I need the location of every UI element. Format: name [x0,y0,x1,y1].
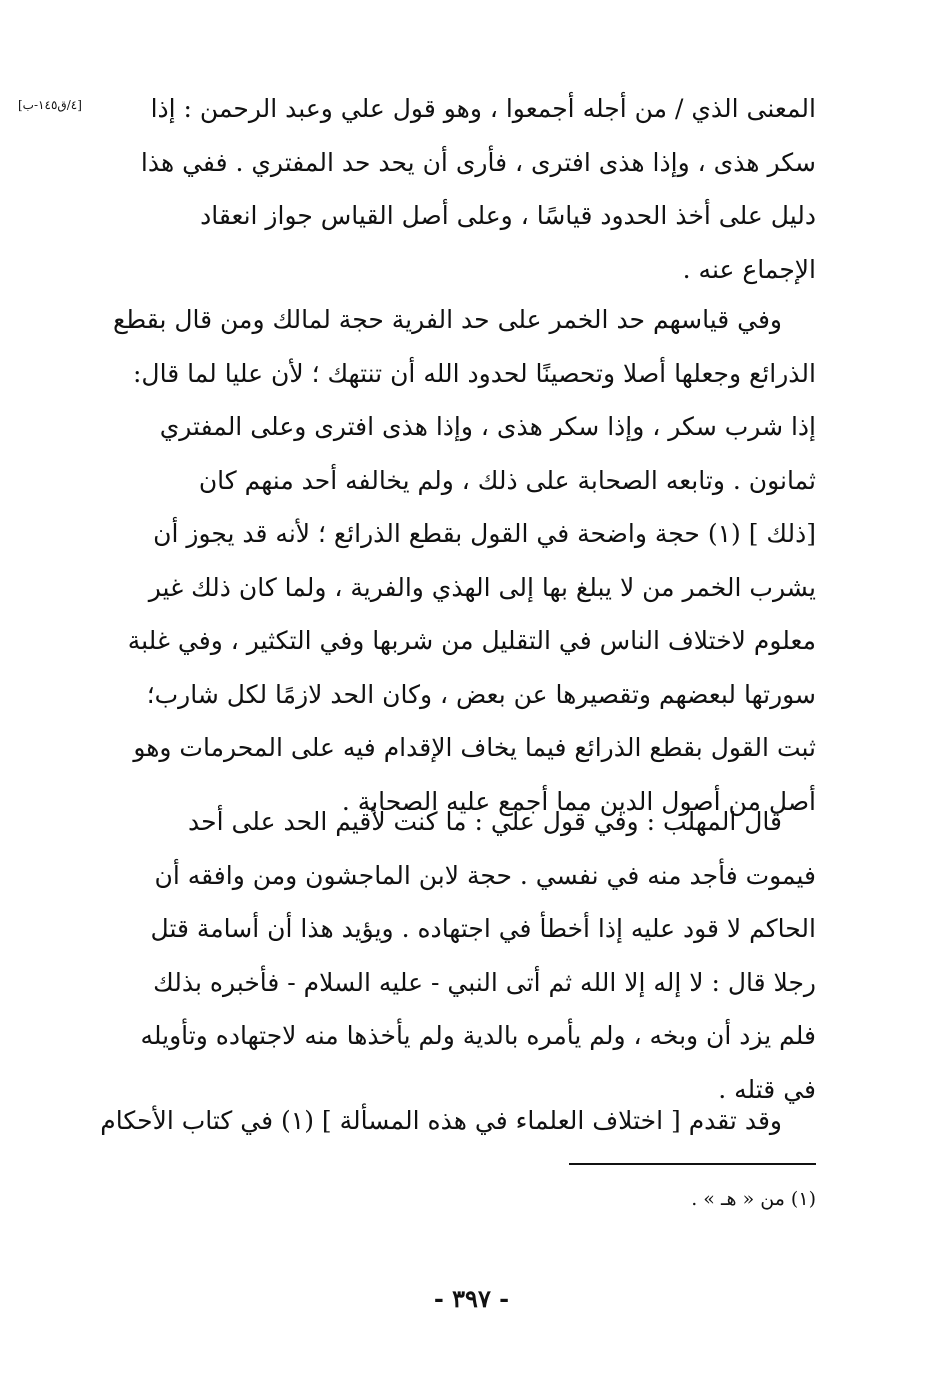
footnote-divider [569,1163,816,1165]
text-line: فيموت فأجد منه في نفسي . حجة لابن الماجشون ومن وافقه أن [154,860,816,890]
text-line: الإجماع عنه . [682,254,816,284]
page-number: - ٣٩٧ - [433,1284,510,1313]
text-line: وفي قياسهم حد الخمر على حد الفرية حجة لمالك ومن قال بقطع [112,305,782,334]
text-line: قال المهلب : وفي قول علي : ما كنت لأقيم الحد على أحد [188,807,782,836]
text-line: في قتله . [718,1074,816,1104]
paragraph-4 [100,1094,816,1148]
text-line: [ذلك ] (١) حجة واضحة في القول بقطع الذرائع ؛ لأنه قد يجوز أن [153,519,816,548]
text-line: إذا شرب سكر ، وإذا سكر هذى ، وإذا هذى افترى وعلى المفتري [159,412,816,441]
text-line: ثمانون . وتابعه الصحابة على ذلك ، ولم يخالفه أحد منهم كان [198,465,816,495]
text-line: معلوم لاختلاف الناس في التقليل من شربها وفي التكثير ، وفي غلبة [127,626,816,655]
text-line: أصل من أصول الدين مما أجمع عليه الصحابة . [341,786,816,816]
footnote: (١) من « هـ » . [691,1188,816,1210]
text-line: وقد تقدم [ اختلاف العلماء في هذه المسألة ] (١) في كتاب الأحكام [100,1106,782,1135]
paragraph-3 [132,795,816,1116]
paragraph-2 [112,293,816,828]
text-line: ثبت القول بقطع الذرائع فيما يخاف الإقدام فيه على المحرمات وهو [133,733,816,762]
text-line: الذرائع وجعلها أصلا وتحصينًا لحدود الله أن تنتهك ؛ لأن عليا لما قال: [132,358,816,388]
text-line: الحاكم لا قود عليه إذا أخطأ في اجتهاده . ويؤيد هذا أن أسامة قتل [150,914,816,943]
text-line: سكر هذى ، وإذا هذى افترى ، فأرى أن يحد حد المفتري . ففي هذا [140,147,816,177]
text-line: يشرب الخمر من لا يبلغ بها إلى الهذي والفرية ، ولما كان ذلك غير [148,572,816,602]
text-line: فلم يزد أن وبخه ، ولم يأمره بالدية ولم يأخذها منه لاجتهاده وتأويله [140,1021,816,1050]
margin-manuscript-reference: [٤/ق١٤٥-ب] [18,98,82,112]
text-line: سورتها لبعضهم وتقصيرها عن بعض ، وكان الحد لازمًا لكل شارب؛ [146,679,816,709]
text-line: رجلا قال : لا إله إلا الله ثم أتى النبي - عليه السلام - فأخبره بذلك [153,967,816,997]
paragraph-1 [132,82,816,296]
text-line: دليل على أخذ الحدود قياسًا ، وعلى أصل القياس جواز انعقاد [200,201,816,230]
text-line: المعنى الذي / من أجله أجمعوا ، وهو قول علي وعبد الرحمن : إذا [150,94,816,123]
